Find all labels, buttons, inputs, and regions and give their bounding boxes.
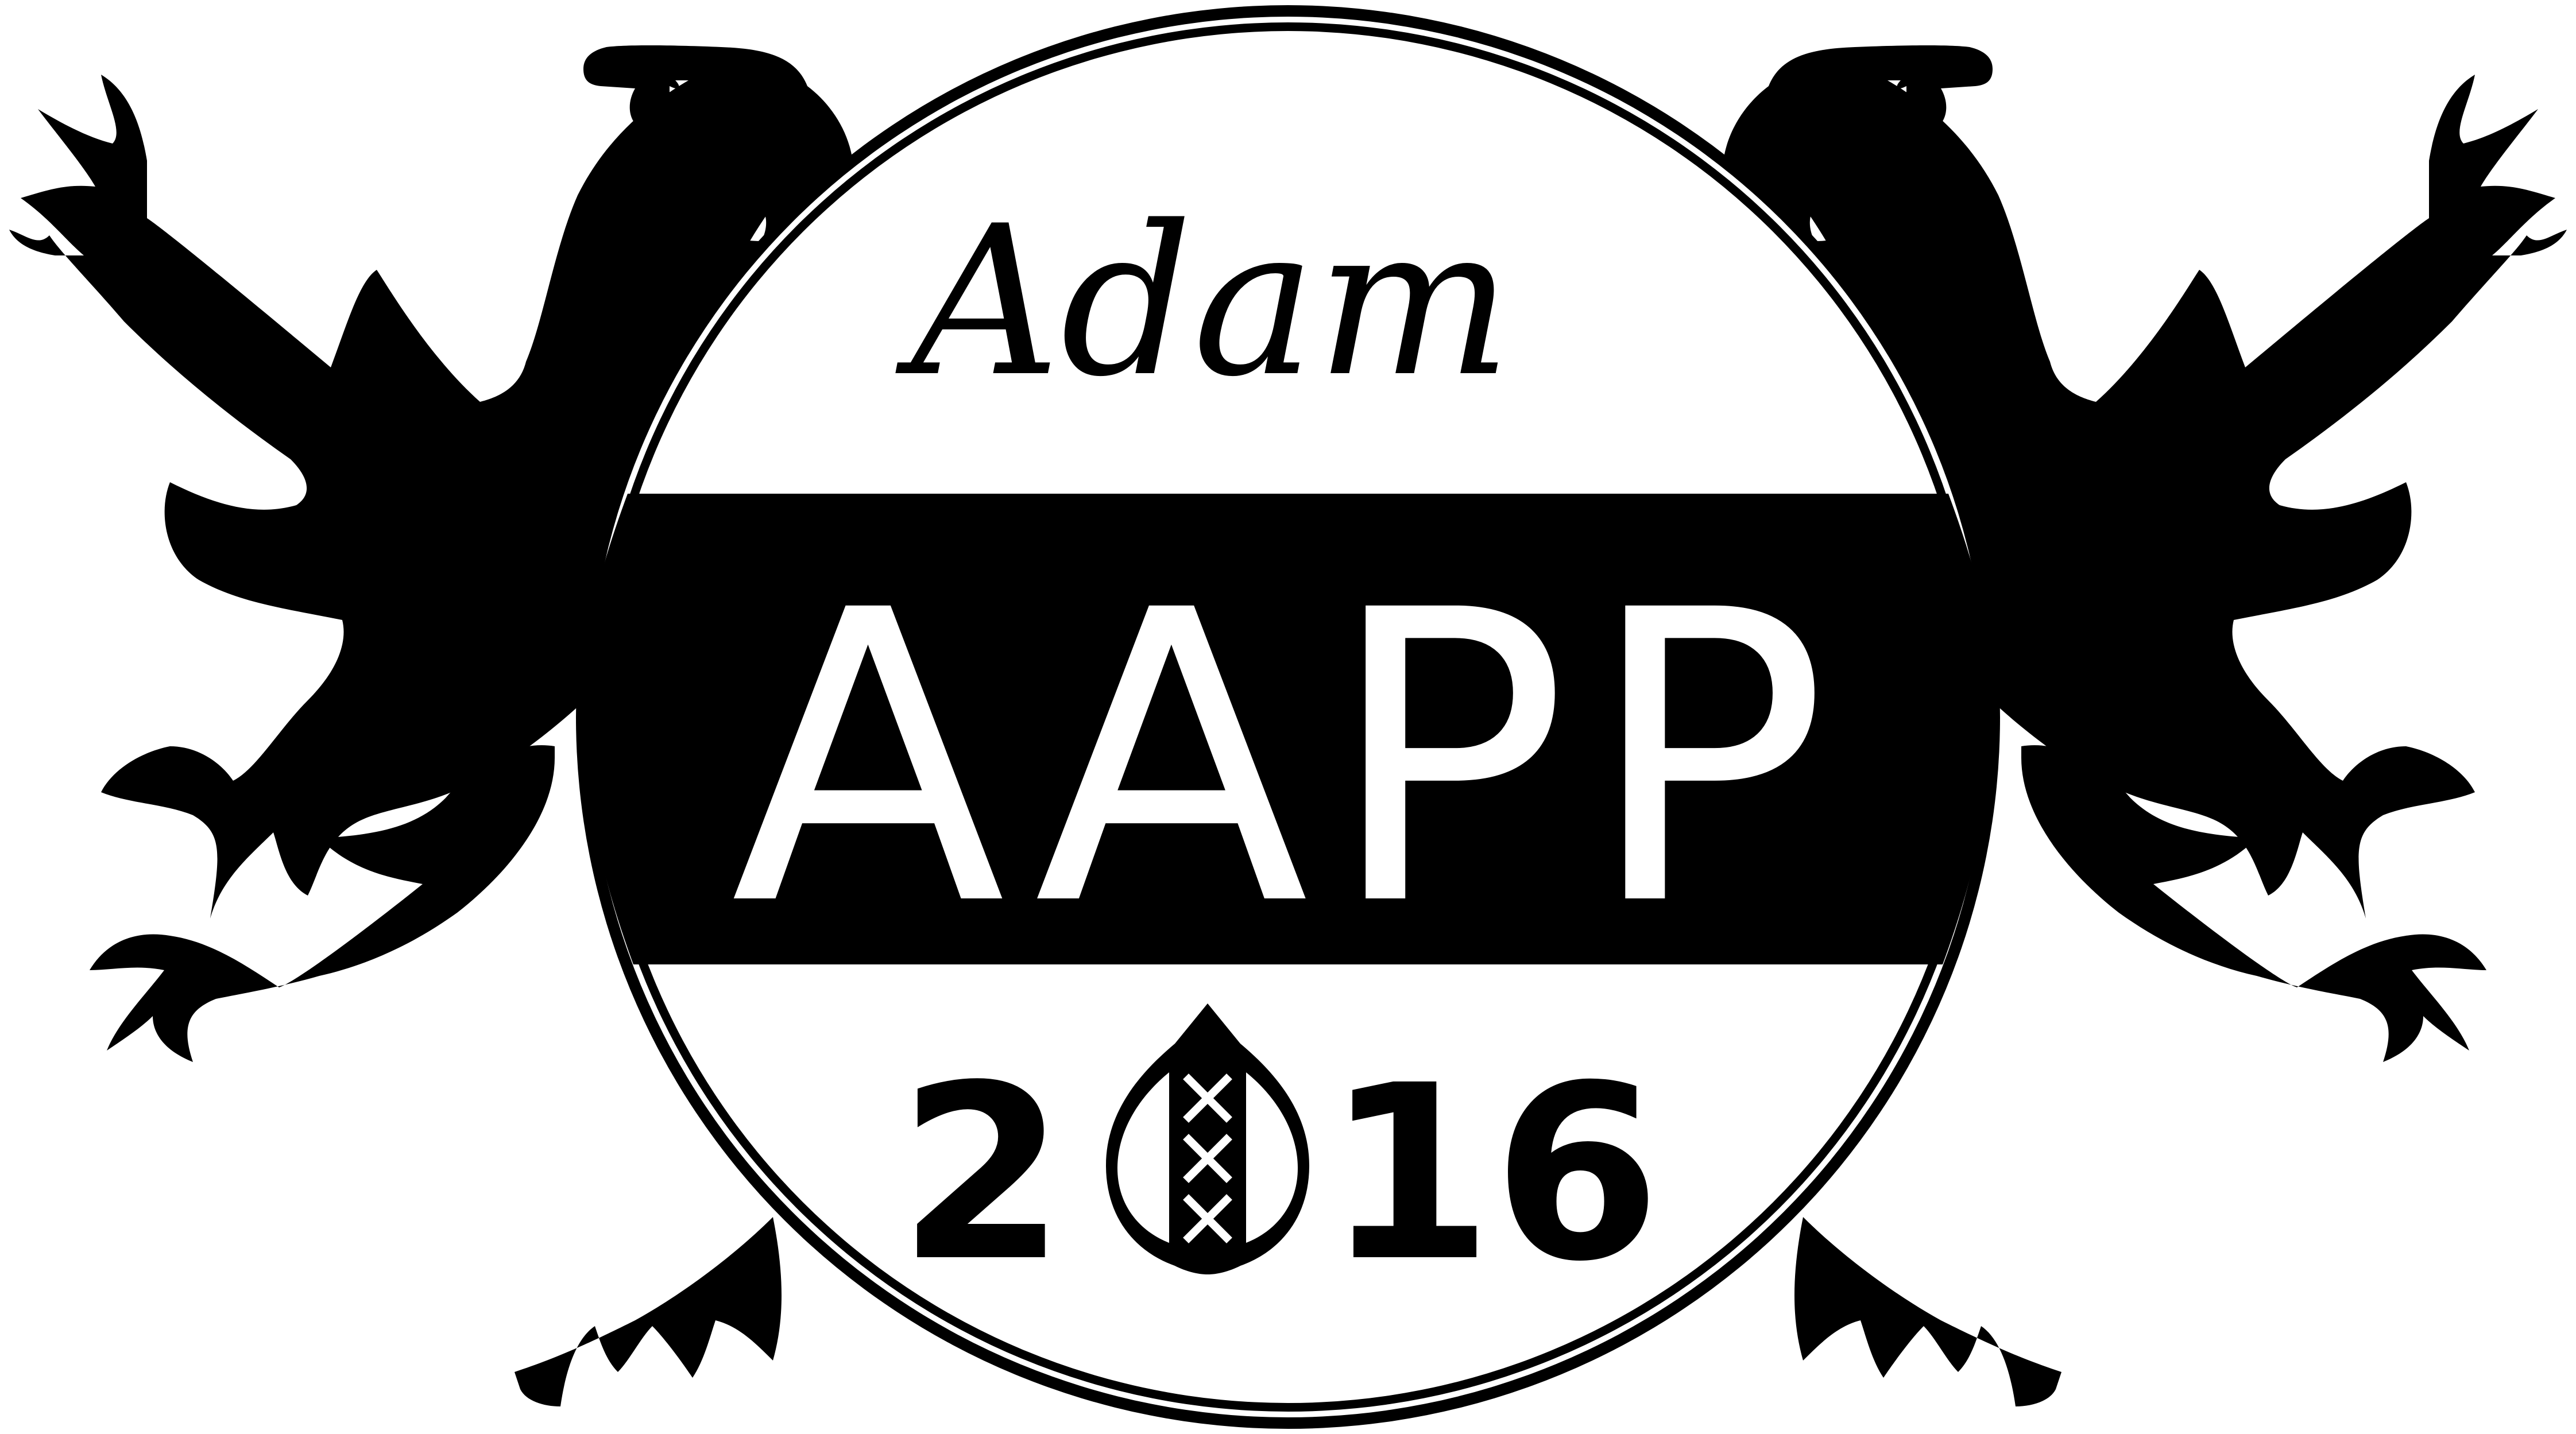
script-title: Adam bbox=[911, 181, 1513, 422]
year-left-digit: 2 bbox=[898, 1034, 1066, 1315]
year-right-digits: 16 bbox=[1325, 1034, 1661, 1315]
acronym-title: AAPP bbox=[730, 526, 1846, 994]
